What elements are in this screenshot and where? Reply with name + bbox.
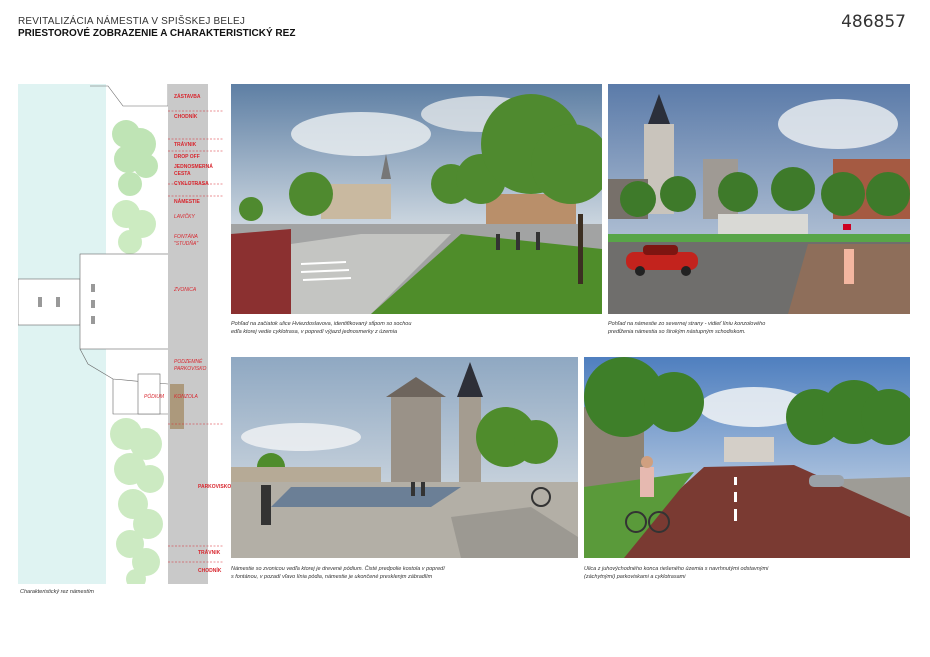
section-label: TRÁVNIK xyxy=(198,550,221,556)
section-label: "STUDŇA" xyxy=(174,241,199,247)
section-label: TRÁVNIK xyxy=(174,142,197,148)
caption-line: Ulica z juhovýchodného konca riešeného územia s navrhnutými odstavnými xyxy=(584,566,769,572)
section-label: PÓDIUM xyxy=(144,394,164,400)
caption-line: Námestie so zvonicou vedľa ktorej je drevené pódium. Čisté predpolie kostola v popredí xyxy=(231,566,445,572)
sheet-subtitle: PRIESTOROVÉ ZOBRAZENIE A CHARAKTERISTICKÝ REZ xyxy=(18,28,296,39)
caption-line: edľa ktorej vedie cyklotrasa, v popredí výjazd jednosmerky z územia xyxy=(231,329,398,335)
tree-top-icon xyxy=(112,120,158,196)
section-label: PODZEMNÉ xyxy=(174,359,203,365)
section-caption: Charakteristický rez námestím xyxy=(20,589,94,595)
render-hviezdoslavova-street xyxy=(231,84,602,314)
project-title: REVITALIZÁCIA NÁMESTIA V SPIŠSKEJ BELEJ xyxy=(18,16,246,27)
tree-bottom-icon xyxy=(110,418,164,584)
section-label: FONTÁNA xyxy=(174,234,198,240)
section-label: ZVONICA xyxy=(174,287,197,293)
section-label: JEDNOSMERNÁ xyxy=(174,164,213,170)
render-bell-tower-square xyxy=(231,357,578,558)
section-label: PARKOVISKO xyxy=(174,366,207,372)
caption-line: Pohľad na začiatok ulice Hviezdoslavova, identifikovaný stĺpom so sochou xyxy=(231,321,412,327)
caption-photo-4 xyxy=(584,565,768,581)
podium xyxy=(170,384,184,429)
section-label: CYKLOTRASA xyxy=(174,181,209,187)
caption-line: predĺženia námestia so širokým nástupným schodiskom. xyxy=(608,329,746,335)
section-label: CESTA xyxy=(174,171,191,177)
section-label: NÁMESTIE xyxy=(174,199,200,205)
caption-photo-2 xyxy=(608,320,765,336)
characteristic-section-drawing xyxy=(18,84,232,584)
caption-line: (záchytnými) parkoviskami a cyklotrasami xyxy=(584,574,686,580)
section-label: DROP OFF xyxy=(174,154,200,160)
caption-line: s fontánou, v pozadí vľavo línia pódia, námestie je ukončené presklenjm zábradlím xyxy=(231,574,433,580)
caption-photo-3 xyxy=(231,565,445,581)
caption-photo-1 xyxy=(231,320,411,336)
section-label: ZÁSTAVBA xyxy=(174,94,201,100)
section-label: CHODNÍK xyxy=(174,114,198,120)
render-southeast-street xyxy=(584,357,910,558)
section-label: KONZOLA xyxy=(174,394,198,400)
tree-mid-icon xyxy=(112,200,156,254)
section-label: LAVIČKY xyxy=(174,214,195,220)
competition-number: 486857 xyxy=(841,12,906,32)
section-label: CHODNÍK xyxy=(198,568,222,574)
caption-line: Pohľad na námestie zo severnej strany - vidieť líniu konzolového xyxy=(608,321,766,327)
section-label: PARKOVISKO xyxy=(198,484,232,490)
render-north-square-view xyxy=(608,84,910,314)
